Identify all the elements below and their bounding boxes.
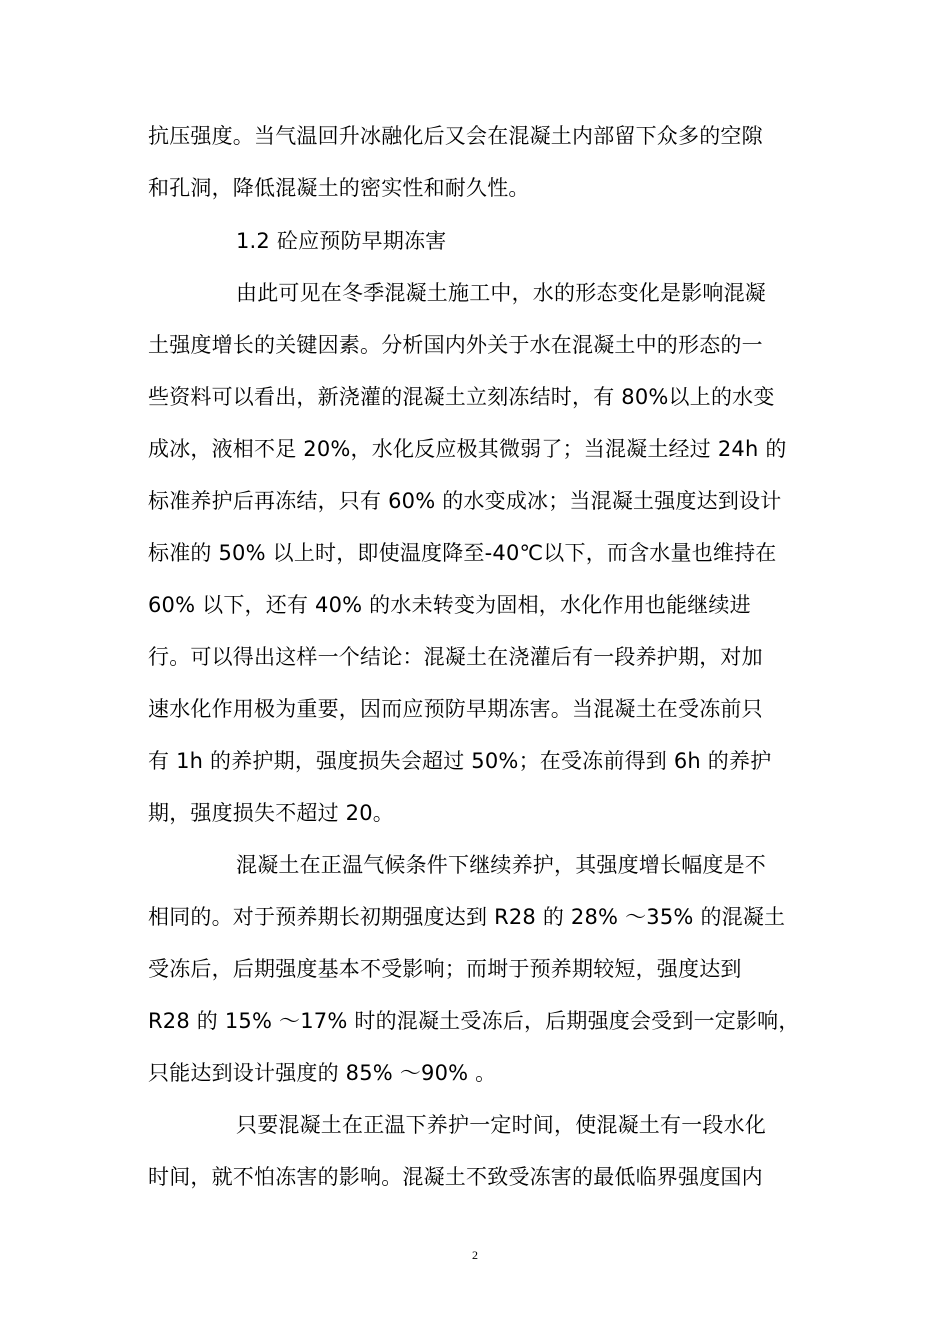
body-text-line: R28 的 15% ～17% 时的混凝土受冻后，后期强度会受到一定影响， <box>148 1009 800 1033</box>
body-text-line: 有 1h 的养护期，强度损失会超过 50%；在受冻前得到 6h 的养护 <box>148 749 772 773</box>
body-text-line: 标准养护后再冻结，只有 60% 的水变成冰；当混凝土强度达到设计 <box>148 489 782 513</box>
section-heading: 1.2 砼应预防早期冻害 <box>236 229 447 253</box>
body-text-line: 由此可见在冬季混凝土施工中，水的形态变化是影响混凝 <box>236 281 766 305</box>
body-text-line: 土强度增长的关键因素。分析国内外关于水在混凝土中的形态的一 <box>148 333 763 357</box>
body-text-line: 相同的。对于预养期长初期强度达到 R28 的 28% ～35% 的混凝土 <box>148 905 786 929</box>
body-text-line: 些资料可以看出，新浇灌的混凝土立刻冻结时，有 80%以上的水变 <box>148 385 775 409</box>
body-text-line: 受冻后，后期强度基本不受影响；而埘于预养期较短，强度达到 <box>148 957 742 981</box>
body-text-line: 标准的 50% 以上时，即使温度降至-40℃以下，而含水量也维持在 <box>148 541 777 565</box>
body-text-line: 60% 以下，还有 40% 的水未转变为固相，水化作用也能继续进 <box>148 593 751 617</box>
body-text-line: 速水化作用极为重要，因而应预防早期冻害。当混凝土在受冻前只 <box>148 697 763 721</box>
body-text-line: 时间，就不怕冻害的影响。混凝土不致受冻害的最低临界强度国内 <box>148 1165 763 1189</box>
body-text-line: 成冰，液相不足 20%，水化反应极其微弱了；当混凝土经过 24h 的 <box>148 437 787 461</box>
body-text-line: 和孔洞，降低混凝土的密实性和耐久性。 <box>148 176 530 200</box>
page-number: 2 <box>472 1248 478 1262</box>
body-text-line: 只能达到设计强度的 85% ～90% 。 <box>148 1061 497 1085</box>
body-text-line: 只要混凝土在正温下养护一定时间，使混凝土有一段水化 <box>236 1113 766 1137</box>
body-text-line: 期，强度损失不超过 20。 <box>148 801 394 825</box>
body-text-line: 行。可以得出这样一个结论：混凝土在浇灌后有一段养护期，对加 <box>148 645 763 669</box>
body-text-line: 抗压强度。当气温回升冰融化后又会在混凝土内部留下众多的空隙 <box>148 124 763 148</box>
body-text-line: 混凝土在正温气候条件下继续养护，其强度增长幅度是不 <box>236 853 766 877</box>
